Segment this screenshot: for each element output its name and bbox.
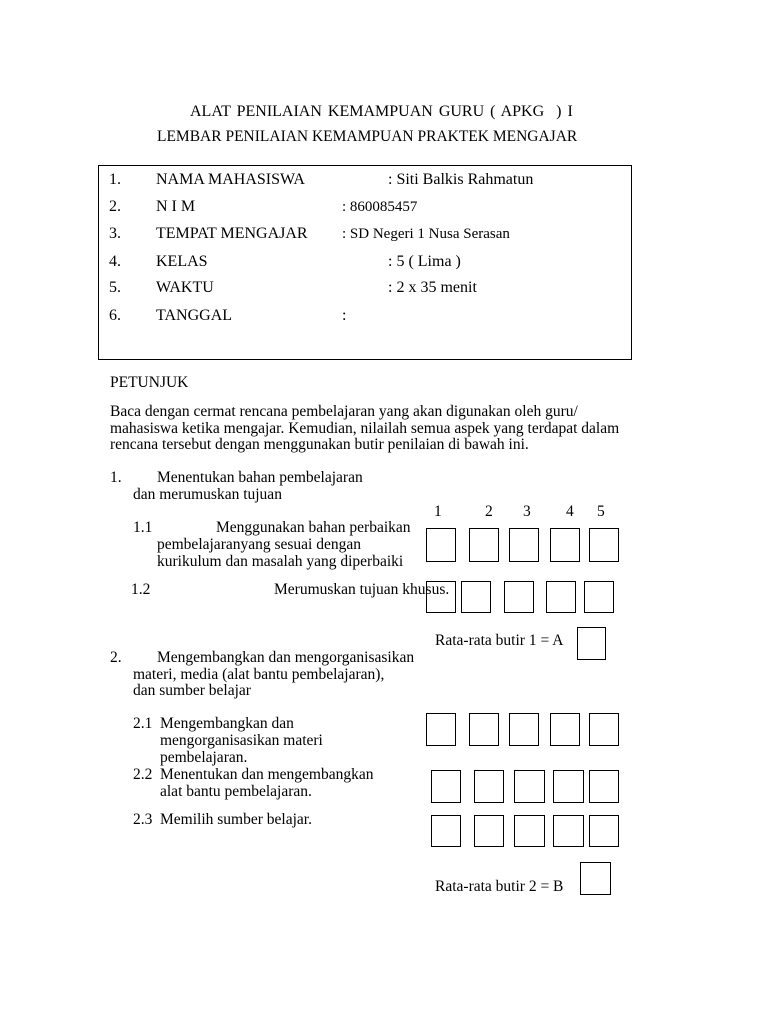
score-box [509,713,539,746]
score-box [553,770,584,803]
scale-label: 5 [597,503,605,520]
instructions-heading: PETUNJUK [110,374,189,391]
score-box [509,528,539,562]
average-label: Rata-rata butir 2 = B [435,878,564,895]
section-title: dan merumuskan tujuan [133,486,282,503]
field-label: WAKTU [156,279,214,296]
item-text: kurikulum dan masalah yang diperbaiki [157,553,404,570]
item-text: mengorganisasikan materi [160,732,323,749]
page-title: ALAT PENILAIAN KEMAMPUAN GURU ( APKG ) I [190,103,573,120]
average-label: Rata-rata butir 1 = A [435,632,564,649]
instructions-line: rencana tersebut dengan menggunakan butir penilaian di bawah ini. [110,436,529,453]
average-box-b [580,862,611,895]
item-text: Menentukan dan mengembangkan [160,766,374,783]
score-box [431,815,461,847]
field-value: : 5 ( Lima ) [388,253,461,270]
score-box [514,770,545,803]
score-box [553,815,584,847]
scale-label: 4 [566,503,574,520]
field-value: : [342,307,347,324]
scale-label: 3 [523,503,531,520]
score-box [474,815,504,847]
item-number: 1.2 [131,581,151,598]
score-box [584,581,614,613]
section-title: dan sumber belajar [133,682,251,699]
average-box-a [577,627,606,660]
row-number: 2. [109,198,121,215]
score-box [469,528,499,562]
field-value: : 860085457 [342,199,418,215]
scale-label: 1 [434,503,442,520]
score-box [461,581,491,613]
field-label: NAMA MAHASISWA [156,171,305,188]
scale-label: 2 [485,503,493,520]
identity-box [98,165,632,360]
item-number: 2.3 [133,811,153,828]
item-text: pembelajaranyang sesuai dengan [157,536,361,553]
field-label: KELAS [156,253,208,270]
score-box [469,713,499,746]
section-title: Mengembangkan dan mengorganisasikan [157,649,415,666]
row-number: 1. [109,171,121,188]
section-title: materi, media (alat bantu pembelajaran), [133,666,385,683]
instructions-line: mahasiswa ketika mengajar. Kemudian, nilailah semua aspek yang terdapat dalam [110,420,620,437]
score-box [504,581,534,613]
item-text: Menggunakan bahan perbaikan [216,519,411,536]
row-number: 5. [109,279,121,296]
field-label: TANGGAL [156,307,233,324]
score-box [426,713,456,746]
page-subtitle: LEMBAR PENILAIAN KEMAMPUAN PRAKTEK MENGAJAR [157,128,578,145]
score-box [589,713,619,746]
score-box [589,528,619,562]
score-box [550,713,580,746]
item-text: pembelajaran. [160,749,248,766]
score-box [550,528,580,562]
item-text: Mengembangkan dan [160,715,294,732]
score-box [514,815,545,847]
field-value: : Siti Balkis Rahmatun [388,171,534,188]
item-number: 2.2 [133,766,153,783]
item-number: 2.1 [133,715,153,732]
field-label: TEMPAT MENGAJAR [156,225,308,242]
score-box [426,528,456,562]
item-number: 1.1 [133,519,153,536]
row-number: 6. [109,307,121,324]
item-text: Memilih sumber belajar. [160,811,312,828]
score-box [589,770,619,803]
field-value: : 2 x 35 menit [388,279,477,296]
field-value: : SD Negeri 1 Nusa Serasan [342,226,510,242]
row-number: 3. [109,225,121,242]
score-box [589,815,619,847]
section-title: Menentukan bahan pembelajaran [157,469,363,486]
score-box [546,581,576,613]
section-number: 1. [110,469,122,486]
score-box [431,770,461,803]
instructions-line: Baca dengan cermat rencana pembelajaran yang akan digunakan oleh guru/ [110,403,578,420]
section-number: 2. [110,649,122,666]
field-label: N I M [156,198,196,215]
score-box [474,770,504,803]
item-text: Merumuskan tujuan khusus. [274,581,450,598]
row-number: 4. [109,253,121,270]
item-text: alat bantu pembelajaran. [160,783,312,800]
